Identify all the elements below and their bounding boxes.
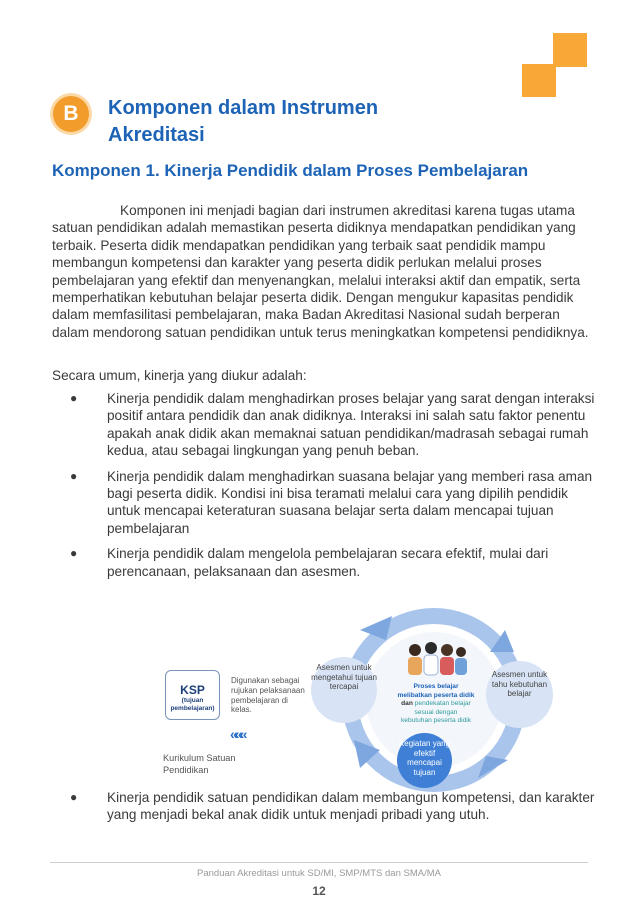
list-item-text: Kinerja pendidik satuan pendidikan dalam membangun kompetensi, dan karakter yang menjadi bekal anak didik untuk menjadi pribadi yang utuh. [107, 790, 595, 823]
list-item [52, 468, 597, 538]
bullet-dot: ● [70, 790, 78, 804]
chevron-left-icon: ««« [230, 726, 245, 742]
section-title: Komponen dalam Instrumen Akreditasi [108, 97, 379, 146]
list-item [52, 390, 597, 460]
page-number: 12 [312, 884, 326, 898]
center-line3a: dan [401, 700, 413, 707]
decorative-square-bottom [522, 64, 556, 97]
students-illustration [401, 640, 471, 678]
center-line5: kebutuhan peserta didik [400, 717, 472, 724]
center-line1: Proses belajar [413, 683, 459, 690]
node-assessment-needs: Asesmen untuk tahu kebutuhan belajar [486, 661, 553, 728]
component-heading: Komponen 1. Kinerja Pendidik dalam Proses Pembelajaran [52, 161, 529, 180]
ksp-subtitle: (tujuan pembelajaran) [170, 697, 215, 712]
list-item [52, 789, 597, 824]
bullet-dot: ● [70, 468, 78, 483]
ksp-title: KSP [180, 683, 205, 697]
node-effective-activity: Kegiatan yang efektif mencapai tujuan [397, 733, 452, 788]
ksp-box [165, 670, 220, 720]
center-card [390, 640, 482, 726]
list-item-text: Kinerja pendidik dalam menghadirkan suasana belajar yang memberi rasa aman bagi peserta didik. Kondisi ini bisa teramati melalui cara yang dipilih pendidik untuk mencapai keteraturan suasana belajar serta dalam mencapai tujuan pembelajaran [107, 468, 593, 536]
list-item-text: Kinerja pendidik dalam menghadirkan proses belajar yang sarat dengan interaksi positif antara pendidik dan anak didiknya. Interaksi ini salah satu faktor penentu apakah anak didik akan memaknai satuan pendidikan/madrasah sebagai rumah kedua, atau sebagai lingkungan yang penuh beban. [107, 391, 595, 459]
ksp-caption: Kurikulum Satuan Pendidikan [163, 753, 236, 775]
section-badge: B [53, 96, 89, 132]
center-line4: sesuai dengan [414, 708, 458, 716]
footer-text: Panduan Akreditasi untuk SD/MI, SMP/MTS dan SMA/MA [197, 868, 441, 879]
body-paragraph [52, 202, 592, 341]
center-line2: melibatkan peserta didik [397, 691, 475, 699]
bullet-list [52, 390, 597, 588]
node-assessment-goal: Asesmen untuk mengetahui tujuan tercapai [311, 657, 377, 723]
decorative-square-top [553, 33, 587, 67]
center-line3b: pendekatan belajar [414, 700, 471, 707]
intro-text: Secara umum, kinerja yang diukur adalah: [52, 368, 307, 383]
bullet-dot: ● [70, 391, 78, 405]
ksp-note: Digunakan sebagai rujukan pelaksanaan pembelajaran di kelas. [231, 676, 305, 715]
bullet-dot: ● [70, 546, 78, 561]
list-item-text: Kinerja pendidik dalam mengelola pembelajaran secara efektif, mulai dari perencanaan, pelaksanaan dan asesmen. [107, 546, 549, 579]
body-paragraph-text: Komponen ini menjadi bagian dari instrumen akreditasi karena tugas utama satuan pendidikan adalah memastikan peserta didiknya mendapatkan pendidikan yang terbaik. Peserta didik mendapatkan pendidikan yang terbaik saat pendidik mampu membangun kompetensi dan karakter yang peserta didik perlukan melalui proses pembelajaran yang efektif dan menyenangkan, melalui interaksi aktif dan empatik, serta memperhatikan kebutuhan belajar peserta didik. Dengan mengukur kapasitas pendidik dalam memfasilitasi pembelajaran, maka Badan Akreditasi Nasional sudah berperan dalam mendorong satuan pendidikan untuk terus meningkatkan kompetensi pendidiknya. [52, 203, 589, 340]
footer-divider [50, 862, 588, 863]
list-item [52, 545, 597, 580]
